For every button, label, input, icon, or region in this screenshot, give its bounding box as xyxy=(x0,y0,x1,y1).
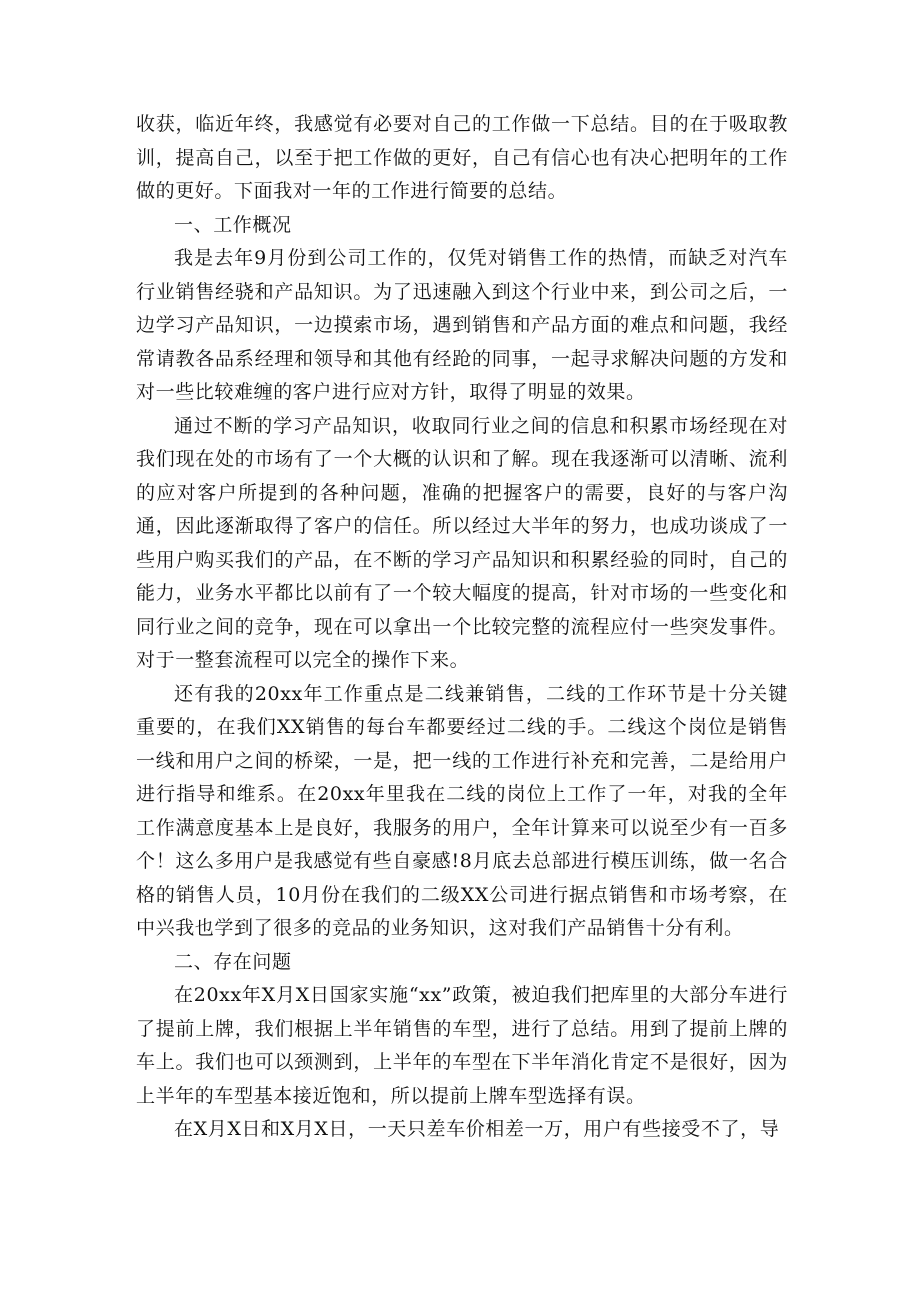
problems-paragraph-2: 在X月X日和X月X日，一天只差车价相差一万，用户有些接受不了，导 xyxy=(174,1118,780,1140)
overview-paragraph-2: 通过不断的学习产品知识，收取同行业之间的信息和积累市场经现在对我们现在处的市场有了一个大概的认识和了解。现在我逐渐可以清晰、流利的应对客户所提到的各种问题，准确的把握客户的需要，良好的与客户沟通，因此逐渐取得了客户的信任。所以经过大半年的努力，也成功谈成了一些用户购买我们的产品，在不断的学习产品知识和积累经验的同时，自己的能力，业务水平都比以前有了一个较大幅度的提高，针对市场的一些变化和同行业之间的竞争，现在可以拿出一个比较完整的流程应付一些突发事件。对于一整套流程可以完全的操作下来。 xyxy=(136,414,788,671)
overview-paragraph-3: 还有我的20xx年工作重点是二线兼销售，二线的工作环节是十分关键重要的，在我们XX销售的每台车都要经过二线的手。二线这个岗位是销售一线和用户之间的桥梁，一是，把一线的工作进行补充和完善，二是给用户进行指导和维系。在20xx年里我在二线的岗位上工作了一年，对我的全年工作满意度基本上是良好，我服务的用户，全年计算来可以说至少有一百多个！这么多用户是我感觉有些自豪感!8月底去总部进行模压训练，做一名合格的销售人员，10月份在我们的二级XX公司进行据点销售和市场考察，在中兴我也学到了很多的竞品的业务知识，这对我们产品销售十分有利。 xyxy=(136,682,788,939)
overview-paragraph-1: 我是去年9月份到公司工作的，仅凭对销售工作的热情，而缺乏对汽车行业销售经骁和产品知识。为了迅速融入到这个行业中来，到公司之后，一边学习产品知识，一边摸索市场，遇到销售和产品方面的难点和问题，我经常请教各品系经理和领导和其他有经跄的同事，一起寻求解决问题的方发和对一些比较难缠的客户进行应对方针，取得了明显的效果。 xyxy=(136,247,788,403)
section-heading-overview: 一、工作概况 xyxy=(174,213,292,236)
section-heading-problems: 二、存在问题 xyxy=(174,950,292,973)
problems-paragraph-1: 在20xx年X月X日国家实施“xx”政策，被迫我们把库里的大部分车进行了提前上牌，我们根据上半年销售的车型，进行了总结。用到了提前上牌的车上。我们也可以颈测到，上半年的车型在下半年消化肯定不是很好，因为上半年的车型基本接近饱和，所以提前上牌车型选择有误。 xyxy=(136,984,788,1107)
intro-paragraph: 收获，临近年终，我感觉有必要对自己的工作做一下总结。目的在于吸取教训，提高自己，以至于把工作做的更好，自己有信心也有决心把明年的工作做的更好。下面我对一年的工作进行简要的总结。 xyxy=(136,113,788,202)
document-body xyxy=(136,108,788,1147)
